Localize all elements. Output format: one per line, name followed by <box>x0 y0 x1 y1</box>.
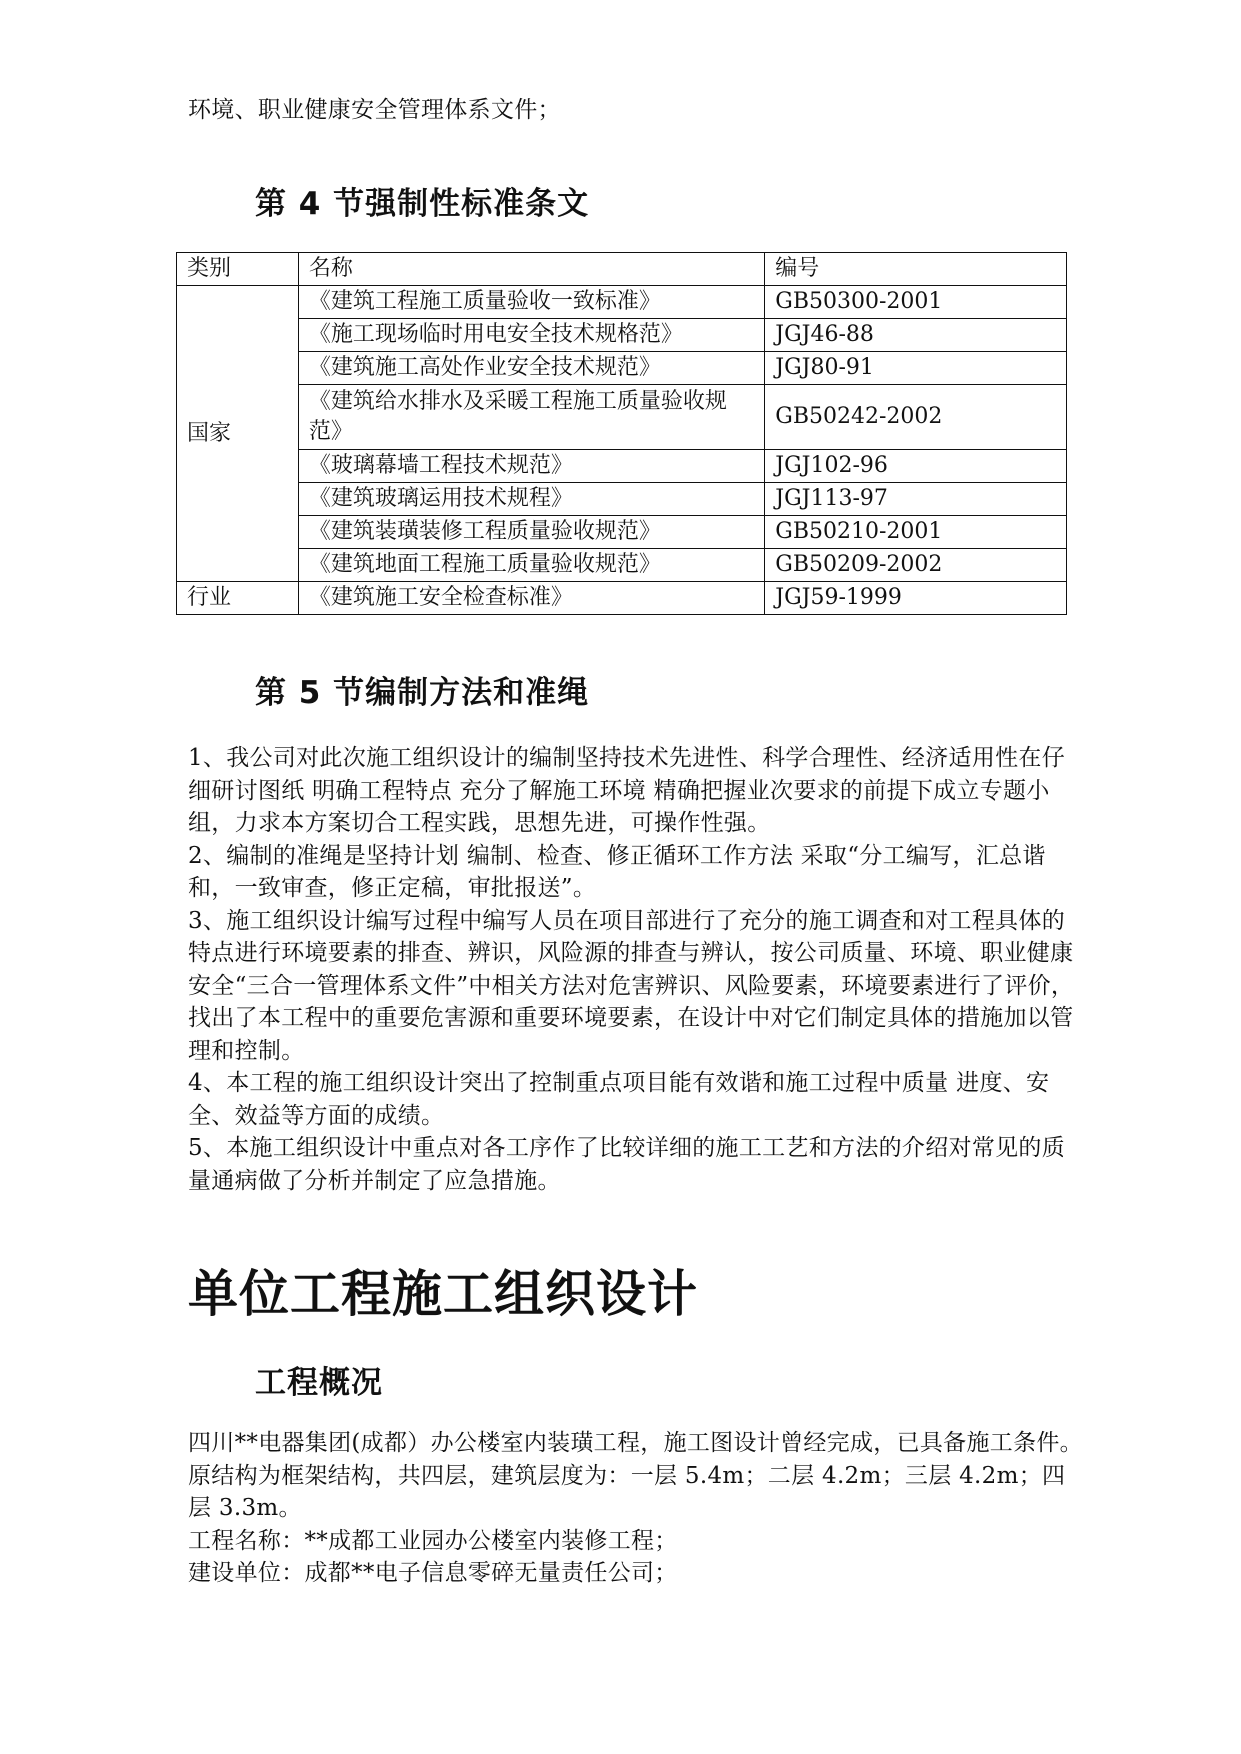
standard-name: 《建筑施工安全检查标准》 <box>298 582 764 615</box>
table-header-row <box>177 253 1067 286</box>
table-row <box>177 286 1067 319</box>
standard-name: 《建筑给水排水及采暖工程施工质量验收规范》 <box>298 385 764 450</box>
table-row <box>177 352 1067 385</box>
paragraph: 四川**电器集团(成都）办公楼室内装璜工程，施工图设计曾经完成，已具备施工条件。原结构为框架结构，共四层，建筑层度为：一层 5.4m；二层 4.2m；三层 4.2m；四层 3.3m。 <box>188 1430 1083 1521</box>
standard-name: 《玻璃幕墙工程技术规范》 <box>298 450 764 483</box>
standard-code: JGJ113-97 <box>765 483 1067 516</box>
standard-name: 《建筑施工高处作业安全技术规范》 <box>298 352 764 385</box>
overview-body <box>188 1427 1088 1590</box>
category-industry: 行业 <box>177 582 299 615</box>
paragraph: 3、施工组织设计编写过程中编写人员在项目部进行了充分的施工调查和对工程具体的特点进行环境要素的排查、辨识，风险源的排查与辨认，按公司质量、环境、职业健康安全“三合一管理体系文件”中相关方法对危害辨识、风险要素，环境要素进行了评价，找出了本工程中的重要危害源和重要环境要素，在设计中对它们制定具体的措施加以管理和控制。 <box>188 907 1075 1064</box>
standard-code: JGJ80-91 <box>765 352 1067 385</box>
table-row <box>177 483 1067 516</box>
standard-code: GB50209-2002 <box>765 549 1067 582</box>
header-category: 类别 <box>177 253 299 286</box>
standard-name: 《建筑工程施工质量验收一致标准》 <box>298 286 764 319</box>
intro-line: 环境、职业健康安全管理体系文件； <box>188 97 561 123</box>
paragraph: 工程名称：**成都工业园办公楼室内装修工程； <box>188 1527 678 1554</box>
paragraph: 4、本工程的施工组织设计突出了控制重点项目能有效谐和施工过程中质量 进度、安全、效益等方面的成绩。 <box>188 1070 1050 1129</box>
table-row <box>177 516 1067 549</box>
main-title: 单位工程施工组织设计 <box>188 1265 698 1323</box>
standards-table <box>176 252 1067 615</box>
header-name: 名称 <box>298 253 764 286</box>
paragraph: 建设单位：成都**电子信息零碎无量责任公司； <box>188 1560 678 1586</box>
standard-code: JGJ46-88 <box>765 319 1067 352</box>
standard-name: 《建筑装璜装修工程质量验收规范》 <box>298 516 764 549</box>
paragraph: 1、我公司对此次施工组织设计的编制坚持技术先进性、科学合理性、经济适用性在仔细研讨图纸 明确工程特点 充分了解施工环境 精确把握业次要求的前提下成立专题小组，力求本方案切合工程实践，思想先进，可操作性强。 <box>188 745 1066 836</box>
table-row <box>177 319 1067 352</box>
paragraph: 5、本施工组织设计中重点对各工序作了比较详细的施工工艺和方法的介绍对常见的质量通病做了分析并制定了应急措施。 <box>188 1135 1066 1194</box>
section4-heading: 第 4 节强制性标准条文 <box>255 186 590 222</box>
standard-name: 《施工现场临时用电安全技术规格范》 <box>298 319 764 352</box>
table-row <box>177 549 1067 582</box>
table-row <box>177 385 1067 450</box>
table-row <box>177 582 1067 615</box>
overview-heading: 工程概况 <box>255 1365 383 1401</box>
paragraph: 2、编制的准绳是坚持计划 编制、检查、修正循环工作方法 采取“分工编写，汇总谐和，一致审查，修正定稿，审批报送”。 <box>188 842 1046 901</box>
standard-code: GB50300-2001 <box>765 286 1067 319</box>
category-national: 国家 <box>177 286 299 582</box>
table-row <box>177 450 1067 483</box>
standard-code: GB50242-2002 <box>765 385 1067 450</box>
standard-name: 《建筑地面工程施工质量验收规范》 <box>298 549 764 582</box>
standard-code: JGJ59-1999 <box>765 582 1067 615</box>
section5-heading: 第 5 节编制方法和准绳 <box>255 675 590 711</box>
section5-body <box>188 742 1088 1197</box>
standard-code: GB50210-2001 <box>765 516 1067 549</box>
standard-name: 《建筑玻璃运用技术规程》 <box>298 483 764 516</box>
standard-code: JGJ102-96 <box>765 450 1067 483</box>
header-code: 编号 <box>765 253 1067 286</box>
